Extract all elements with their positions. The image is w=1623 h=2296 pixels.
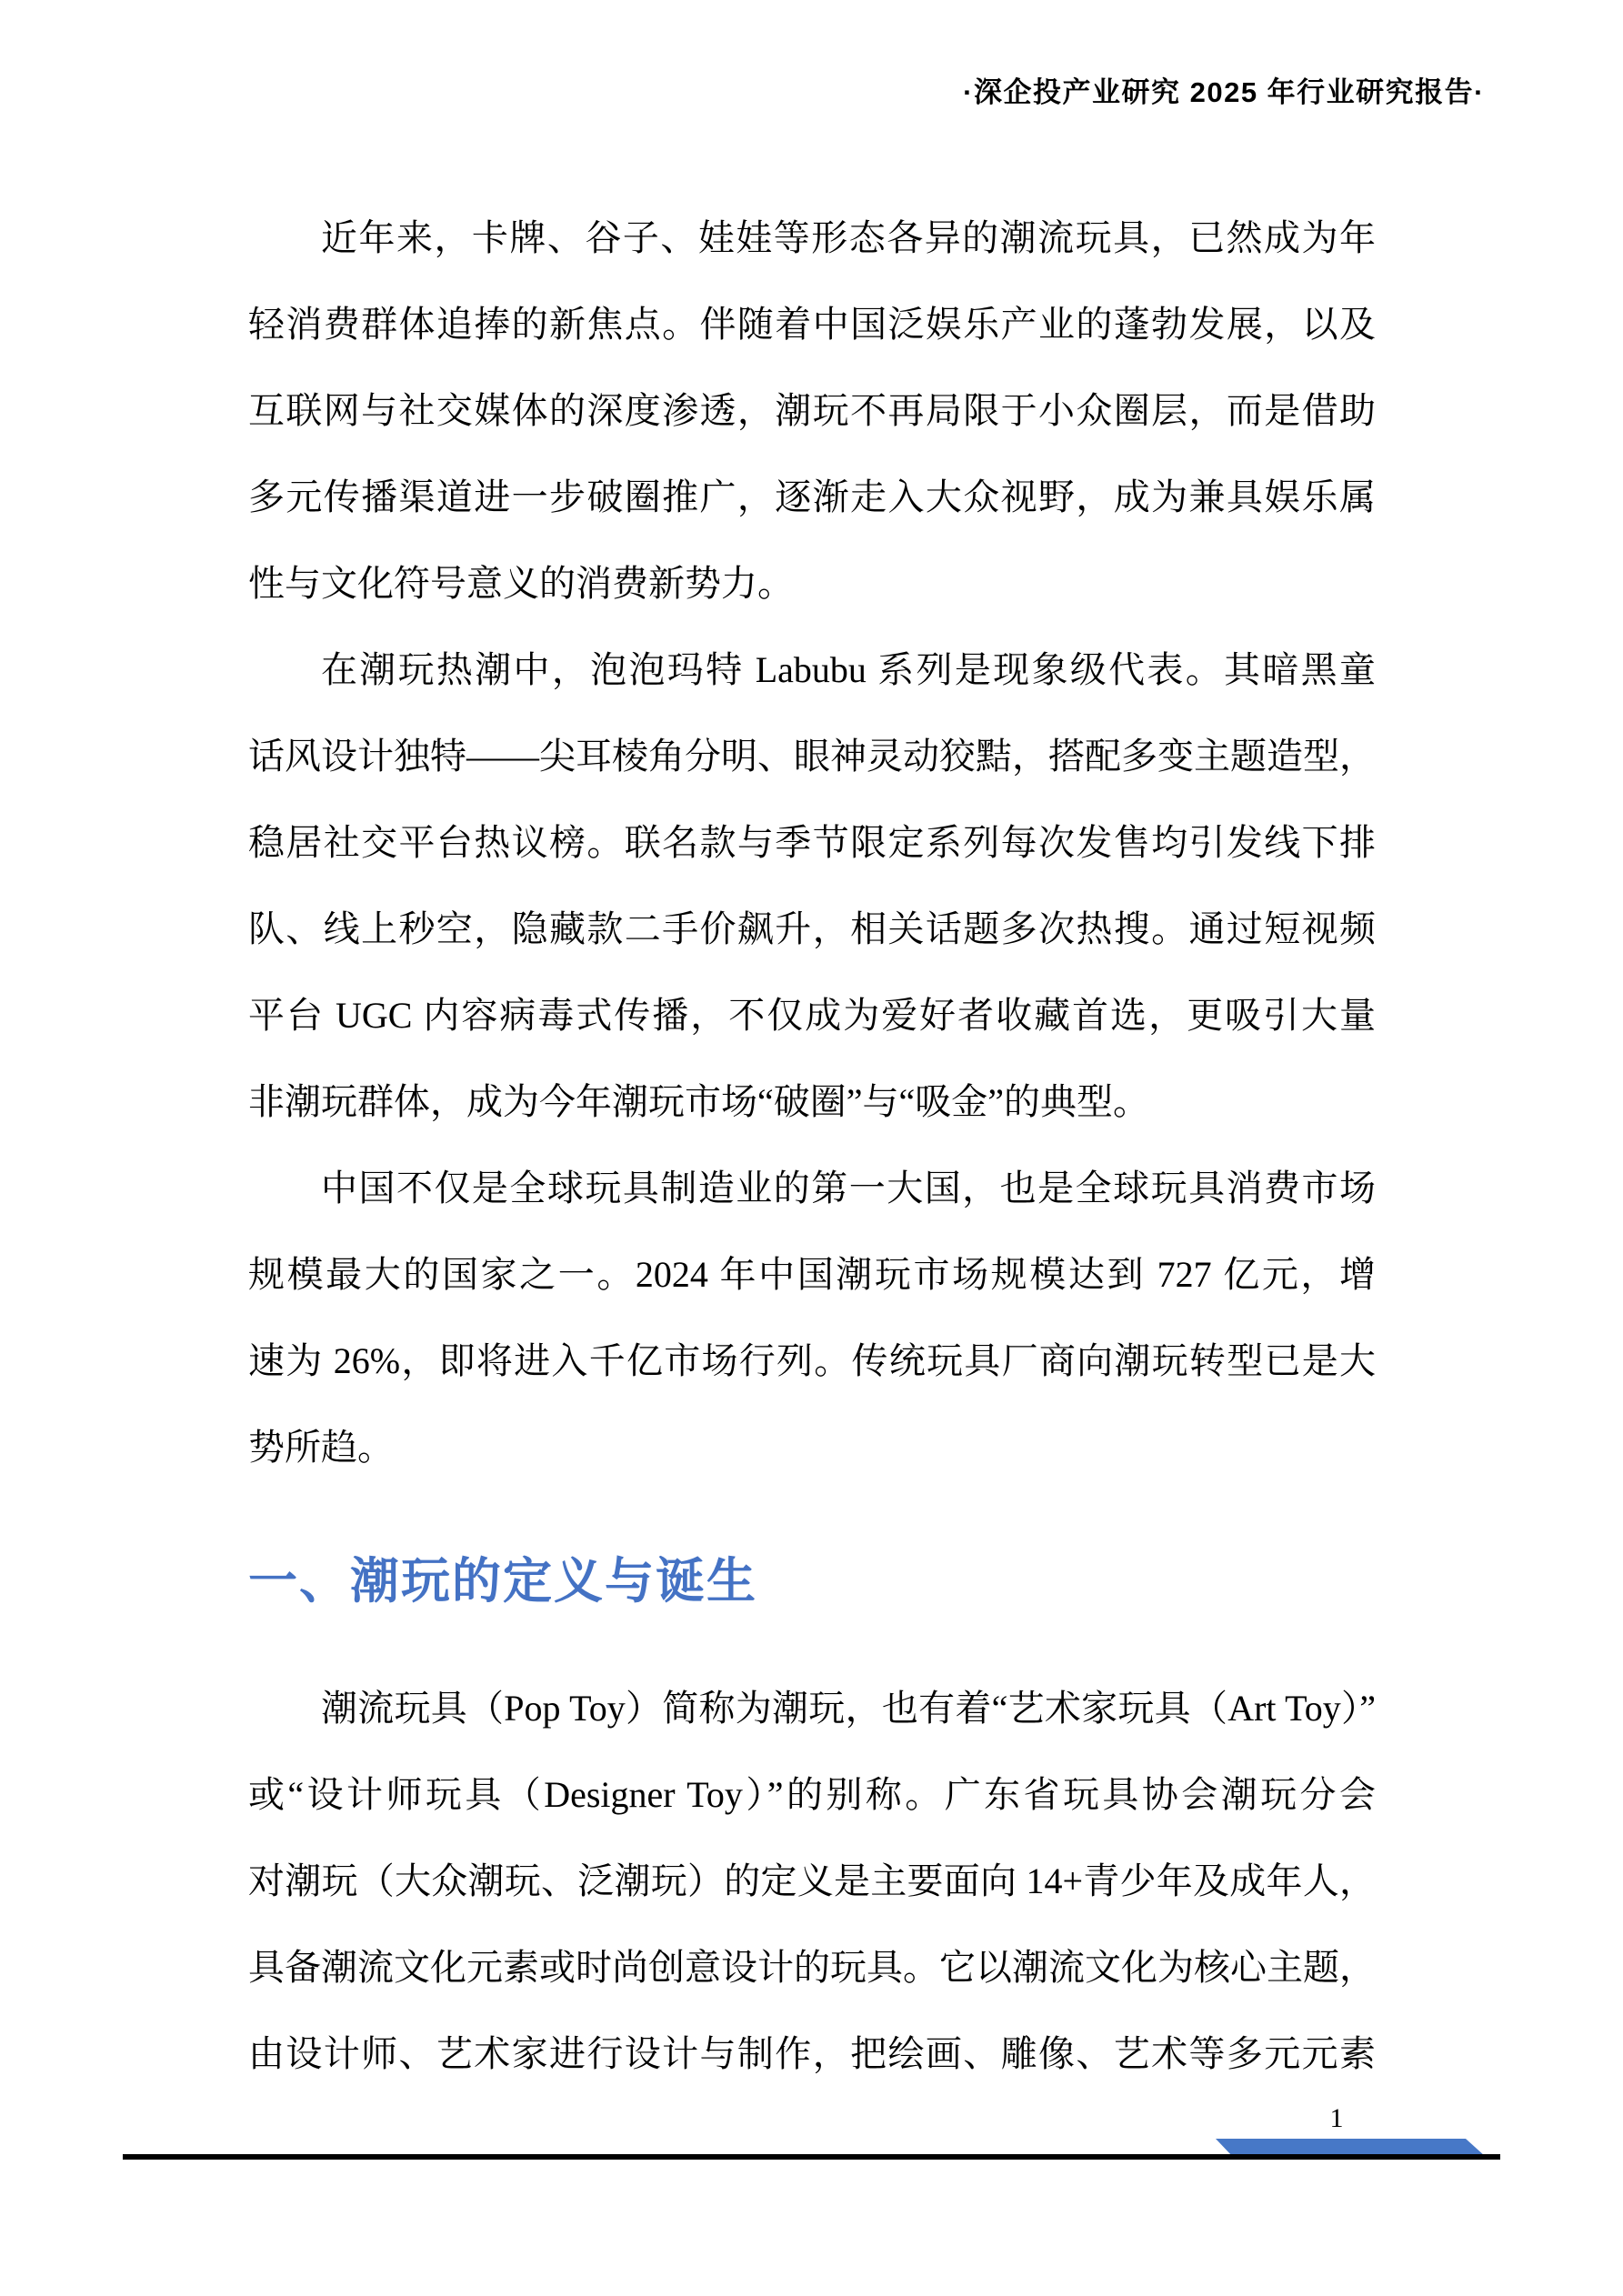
text-line: 或“设计师玩具（Designer Toy）”的别称。广东省玩具协会潮玩分会: [248, 1774, 1376, 1815]
text-line: 在潮玩热潮中，泡泡玛特 Labubu 系列是现象级代表。其暗黑童: [321, 649, 1376, 690]
footer-rule: [123, 2154, 1500, 2160]
section-heading-1: 一、潮玩的定义与诞生: [248, 1554, 757, 1609]
paragraph-intro-3: [248, 1145, 1376, 1490]
text-line: 势所趋。: [248, 1427, 394, 1468]
text-line: 多元传播渠道进一步破圈推广，逐渐走入大众视野，成为兼具娱乐属: [248, 476, 1376, 517]
text-line: 性与文化符号意义的消费新势力。: [248, 563, 794, 604]
text-line: 话风设计独特——尖耳棱角分明、眼神灵动狡黠，搭配多变主题造型，: [248, 736, 1376, 777]
text-line: 轻消费群体追捧的新焦点。伴随着中国泛娱乐产业的蓬勃发展，以及: [248, 304, 1376, 345]
text-line: 中国不仅是全球玩具制造业的第一大国，也是全球玩具消费市场: [321, 1168, 1376, 1208]
text-line: 平台 UGC 内容病毒式传播，不仅成为爱好者收藏首选，更吸引大量: [248, 995, 1376, 1036]
text-line: 非潮玩群体，成为今年潮玩市场“破圈”与“吸金”的典型。: [248, 1081, 1150, 1122]
paragraph-section1-1: [248, 1665, 1376, 2097]
section1-text-block: [248, 1665, 1376, 2097]
text-line: 由设计师、艺术家进行设计与制作，把绘画、雕像、艺术等多元元素: [248, 2033, 1376, 2074]
text-line: 对潮玩（大众潮玩、泛潮玩）的定义是主要面向 14+青少年及成年人，: [248, 1860, 1376, 1901]
paragraph-intro-1: [248, 195, 1376, 627]
text-line: 具备潮流文化元素或时尚创意设计的玩具。它以潮流文化为核心主题，: [248, 1947, 1376, 1988]
text-line: 速为 26%，即将进入千亿市场行列。传统玩具厂商向潮玩转型已是大: [248, 1340, 1376, 1381]
text-line: 近年来，卡牌、谷子、娃娃等形态各异的潮流玩具，已然成为年: [321, 217, 1376, 258]
text-line: 稳居社交平台热议榜。联名款与季节限定系列每次发售均引发线下排: [248, 822, 1376, 863]
text-line: 互联网与社交媒体的深度渗透，潮玩不再局限于小众圈层，而是借助: [248, 390, 1376, 431]
page-number: 1: [1329, 2103, 1344, 2133]
paragraph-intro-2: [248, 627, 1376, 1145]
report-header-title: ·深企投产业研究 2025 年行业研究报告·: [963, 76, 1485, 108]
text-line: 潮流玩具（Pop Toy）简称为潮玩，也有着“艺术家玩具（Art Toy）”: [321, 1688, 1376, 1729]
intro-text-block: [248, 195, 1376, 1490]
text-line: 规模最大的国家之一。2024 年中国潮玩市场规模达到 727 亿元，增: [248, 1254, 1376, 1295]
text-line: 队、线上秒空，隐藏款二手价飙升，相关话题多次热搜。通过短视频: [248, 908, 1376, 949]
